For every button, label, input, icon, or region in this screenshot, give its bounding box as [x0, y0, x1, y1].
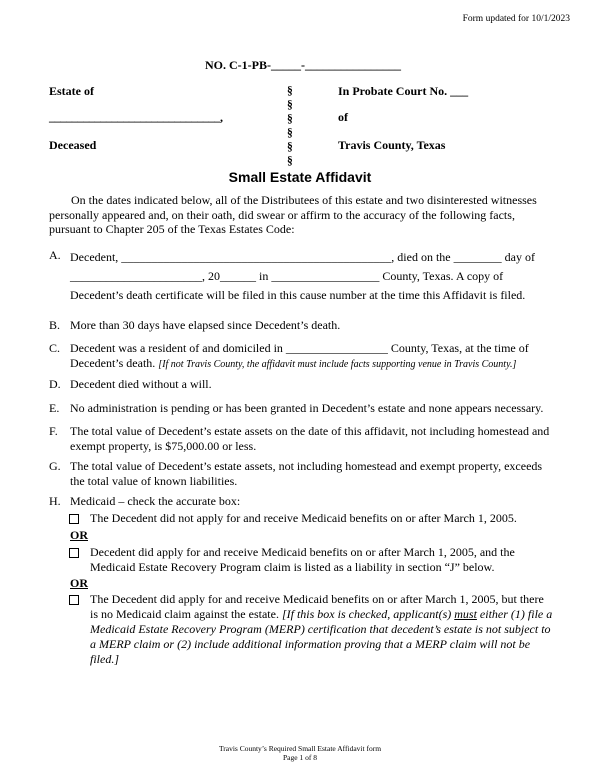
item-b-text: More than 30 days have elapsed since Decedent’s death. — [70, 318, 341, 332]
footer-form-name: Travis County’s Required Small Estate Affidavit form — [218, 744, 382, 753]
checkbox-option-2[interactable] — [69, 548, 79, 558]
item-letter: G. — [49, 459, 61, 473]
of-label: of — [338, 110, 348, 124]
item-h — [49, 494, 554, 509]
option-3-note-must: must — [454, 607, 477, 621]
medicaid-option-1 — [69, 511, 554, 526]
item-a-line2: ______________________, 20______ in __________________ County, Texas. A copy of — [70, 269, 504, 283]
item-c-note: [If not Travis County, the affidavit must include facts supporting venue in Travis County.] — [158, 359, 517, 370]
option-3-note-rest: either (1) file a Medicaid Estate Recovery Program (MERP) certification that decedent’s estate is not subject to a MERP claim or (2) include additional information proving that a MERP claim will not be filed.] — [90, 607, 553, 666]
item-f — [49, 424, 554, 454]
item-letter: A. — [49, 248, 61, 262]
item-letter: E. — [49, 401, 60, 415]
option-2-text: Decedent did apply for and receive Medicaid benefits on or after March 1, 2005, and the Medicaid Estate Recovery Program claim is listed as a liability in section “J” below. — [90, 545, 515, 574]
item-d-text: Decedent died without a will. — [70, 377, 212, 391]
item-letter: D. — [49, 377, 61, 391]
item-letter: F. — [49, 424, 58, 438]
probate-court-label: In Probate Court No. ___ — [338, 84, 469, 98]
item-letter: H. — [49, 494, 61, 508]
item-e-text: No administration is pending or has been granted in Decedent’s estate and none appears necessary. — [70, 401, 544, 415]
option-1-text: The Decedent did not apply for and receive Medicaid benefits on or after March 1, 2005. — [90, 511, 517, 525]
document-title: Small Estate Affidavit — [228, 169, 372, 185]
or-separator: OR — [70, 528, 88, 542]
item-e — [49, 401, 554, 416]
item-b — [49, 318, 554, 333]
estate-of-label: Estate of — [49, 84, 94, 98]
item-f-text: The total value of Decedent’s estate assets on the date of this affidavit, not including homestead and exempt property, is $75,000.00 or less. — [70, 424, 550, 453]
intro-paragraph: On the dates indicated below, all of the Distributees of this estate and two disinterested witnesses personally appeared and, on their oath, did swear or affirm to the accuracy of the following facts, pursuant to Chapter 205 of the Texas Estates Code: — [49, 193, 537, 236]
item-h-text: Medicaid – check the accurate box: — [70, 494, 241, 508]
decedent-name-line: ______________________________, — [49, 110, 223, 124]
item-a — [49, 248, 554, 305]
item-g — [49, 459, 554, 489]
item-g-text: The total value of Decedent’s estate assets, not including homestead and exempt property, exceeds the total value of known liabilities. — [70, 459, 543, 488]
item-a-line3: Decedent’s death certificate will be filed in this cause number at the time this Affidavit is filed. — [70, 288, 526, 302]
item-c — [49, 341, 554, 372]
item-d — [49, 377, 554, 392]
form-updated-note: Form updated for 10/1/2023 — [462, 14, 570, 24]
item-letter: C. — [49, 341, 61, 355]
checkbox-option-1[interactable] — [69, 514, 79, 524]
option-3-text: The Decedent did apply for and receive Medicaid benefits on or after March 1, 2005, but there is no Medicaid claim against the estate. — [90, 592, 544, 621]
case-number: NO. C-1-PB-_____-________________ — [205, 58, 401, 72]
checkbox-option-3[interactable] — [69, 595, 79, 605]
option-3-note-start: [If this box is checked, applicant(s) — [281, 607, 452, 621]
county-label: Travis County, Texas — [338, 138, 446, 152]
footer-page-number: Page 1 of 8 — [283, 753, 317, 762]
deceased-label: Deceased — [49, 138, 97, 152]
section-symbols: § § § § § § — [287, 85, 293, 167]
medicaid-option-2 — [69, 545, 554, 575]
item-a-line1: Decedent, _____________________________________________, died on the ________ day of — [70, 250, 535, 264]
item-letter: B. — [49, 318, 61, 332]
item-c-text: Decedent was a resident of and domiciled in _________________ County, Texas, at the time of Decedent’s death. — [70, 341, 529, 370]
medicaid-option-3 — [69, 592, 554, 667]
page-footer — [0, 744, 600, 762]
or-separator: OR — [70, 576, 88, 590]
